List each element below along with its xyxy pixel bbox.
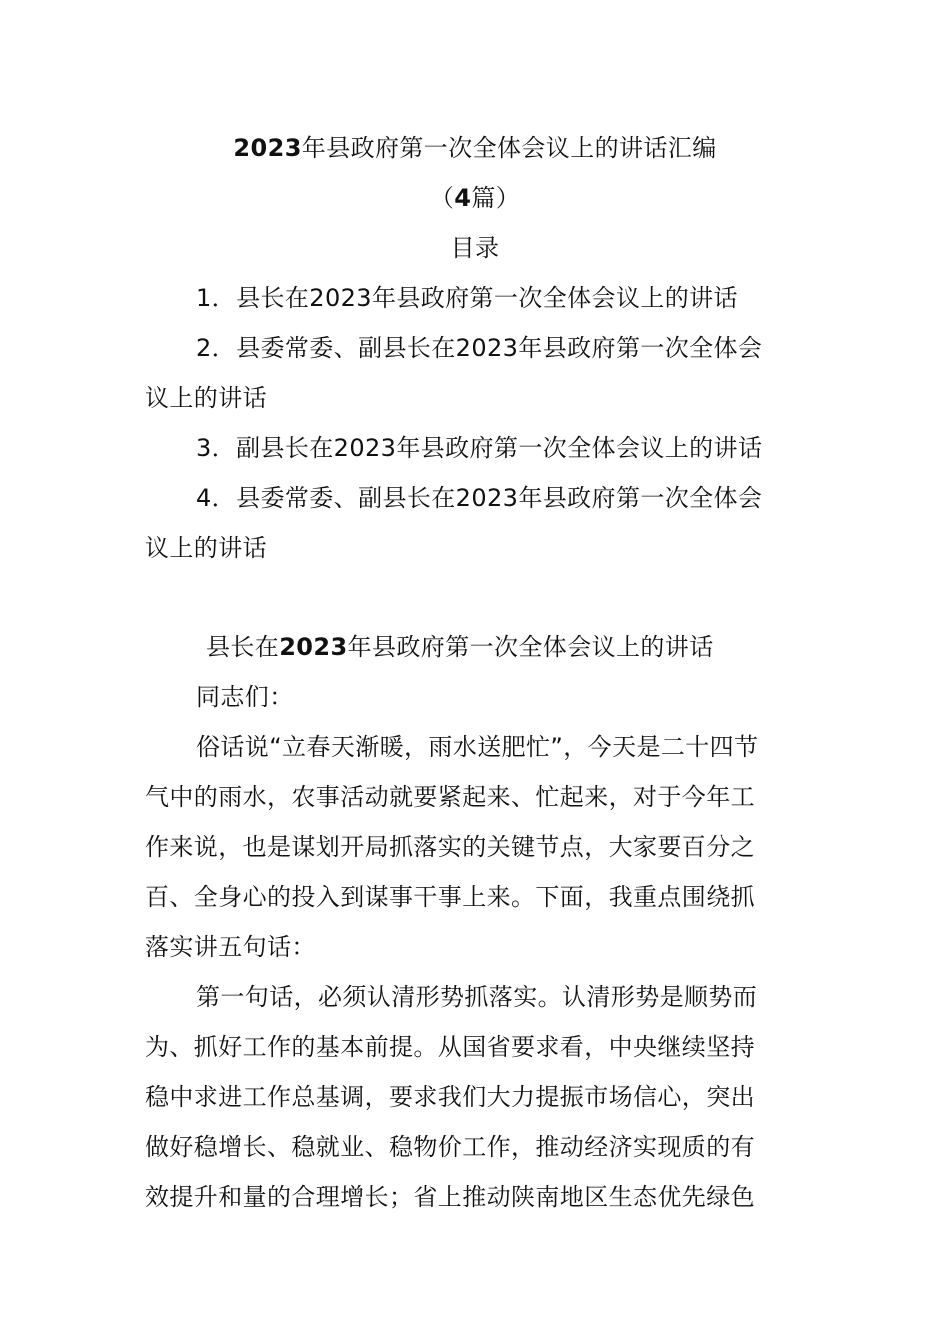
section-heading-pre: 县长在 [206,633,280,661]
body-line: 做好稳增长、稳就业、稳物价工作，推动经济实现质的有 [145,1133,755,1161]
document-title [0,133,950,163]
toc-item-2: 2．县委常委、副县长在2023年县政府第一次全体会 [196,334,763,362]
body-line: 俗话说“立春天渐暖，雨水送肥忙”，今天是二十四节 [196,733,759,761]
body-line: 第一句话，必须认清形势抓落实。认清形势是顺势而 [196,983,758,1011]
toc-item-2-continued: 议上的讲话 [145,384,267,412]
toc-heading: 目录 [450,234,500,262]
body-line: 气中的雨水，农事活动就要紧起来、忙起来，对于今年工 [145,783,755,811]
toc-item-4-continued: 议上的讲话 [145,534,267,562]
body-line: 为、抓好工作的基本前提。从国省要求看，中央继续坚持 [145,1033,755,1061]
section-heading-year: 2023 [279,633,348,661]
body-line: 作来说，也是谋划开局抓落实的关键节点，大家要百分之 [145,833,755,861]
body-line: 落实讲五句话： [145,933,316,961]
toc-item-4: 4．县委常委、副县长在2023年县政府第一次全体会 [196,484,763,512]
document-subtitle [0,183,950,213]
subtitle-open: （ [429,184,455,212]
body-line: 效提升和量的合理增长；省上推动陕南地区生态优先绿色 [145,1183,755,1211]
body-line: 百、全身心的投入到谋事干事上来。下面，我重点围绕抓 [145,883,755,911]
toc-item-1: 1．县长在2023年县政府第一次全体会议上的讲话 [196,284,738,312]
body-line: 稳中求进工作总基调，要求我们大力提振市场信心，突出 [145,1083,755,1111]
title-year: 2023 [233,134,302,162]
section-heading [206,632,714,662]
subtitle-rest: 篇） [471,184,521,212]
section-heading-post: 年县政府第一次全体会议上的讲话 [347,633,714,661]
salutation: 同志们： [196,683,294,711]
subtitle-count: 4 [454,184,472,212]
toc-item-3: 3．副县长在2023年县政府第一次全体会议上的讲话 [196,434,763,462]
title-text: 年县政府第一次全体会议上的讲话汇编 [301,134,717,162]
